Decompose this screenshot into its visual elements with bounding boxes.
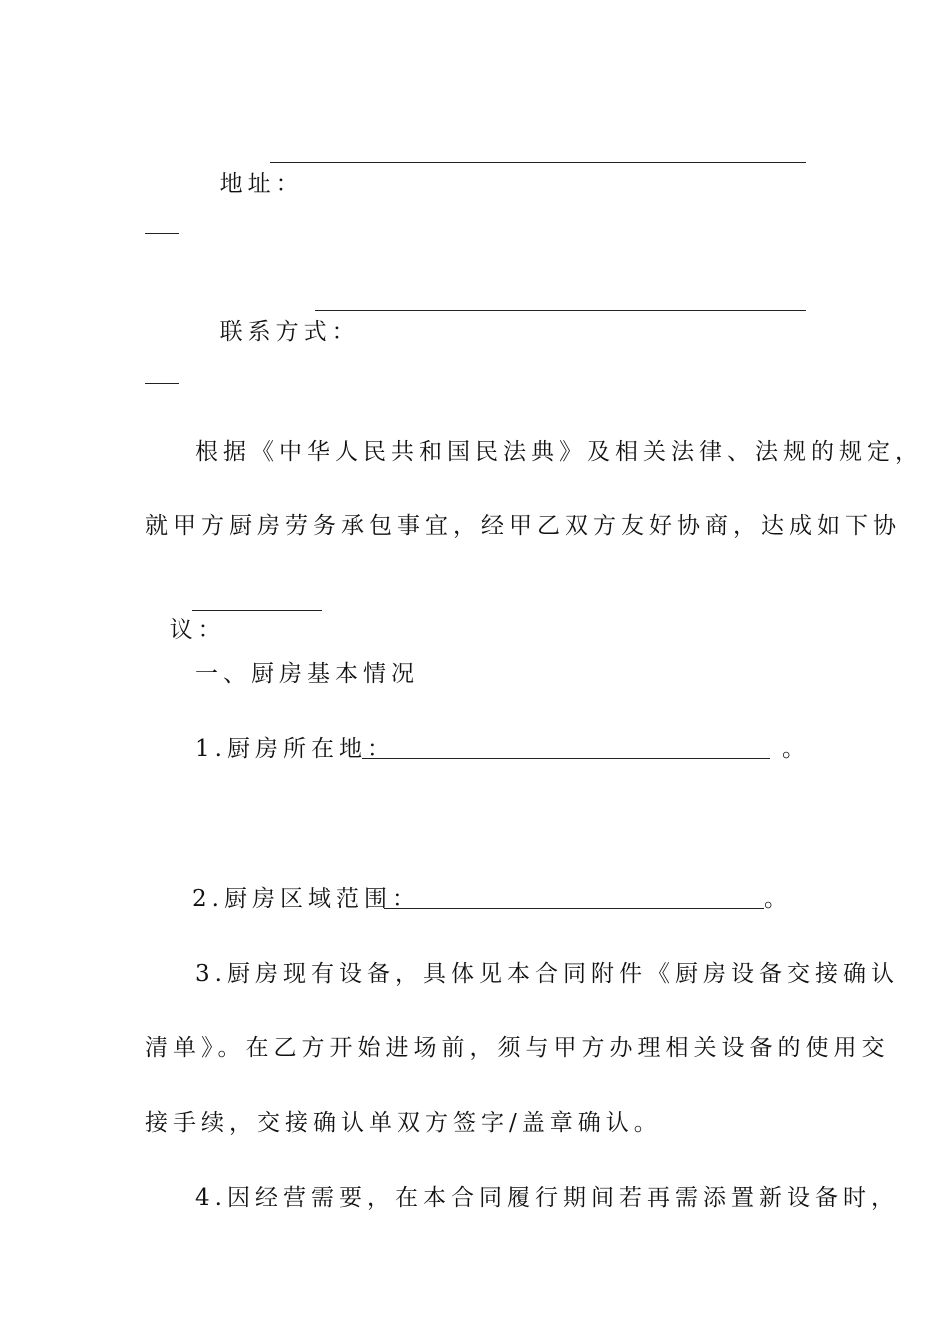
item-4-line-1: 4.因经营需要，在本合同履行期间若再需添置新设备时，: [195, 1185, 899, 1211]
contact-label: 联系方式：: [219, 319, 360, 345]
item-2-end: 。: [764, 886, 792, 912]
intro-line-2: 就甲方厨房劳务承包事宜，经甲乙双方友好协商，达成如下协: [145, 513, 901, 539]
item-2-blank: [384, 888, 764, 909]
item-3-line-2: 清单》。在乙方开始进场前，须与甲方办理相关设备的使用交: [145, 1035, 890, 1061]
address-blank-continuation: [145, 233, 179, 234]
section-1-title: 一、厨房基本情况: [195, 661, 419, 687]
item-1-blank: [362, 738, 770, 759]
item-1-label: 1.厨房所在地：: [195, 736, 395, 762]
intro-blank: [192, 590, 322, 611]
intro-line-3-text: 议：: [169, 617, 226, 643]
item-3-line-1: 3.厨房现有设备，具体见本合同附件《厨房设备交接确认: [195, 961, 899, 987]
contact-blank-continuation: [145, 383, 179, 384]
address-label: 地址：: [219, 171, 304, 197]
item-1-end: 。: [782, 736, 810, 762]
item-3-line-3: 接手续，交接确认单双方签字/盖章确认。: [145, 1110, 662, 1136]
address-blank: [270, 142, 806, 163]
contact-blank: [315, 290, 806, 311]
intro-line-1: 根据《中华人民共和国民法典》及相关法律、法规的规定，: [195, 439, 923, 465]
item-2-label: 2.厨房区域范围：: [192, 886, 420, 912]
